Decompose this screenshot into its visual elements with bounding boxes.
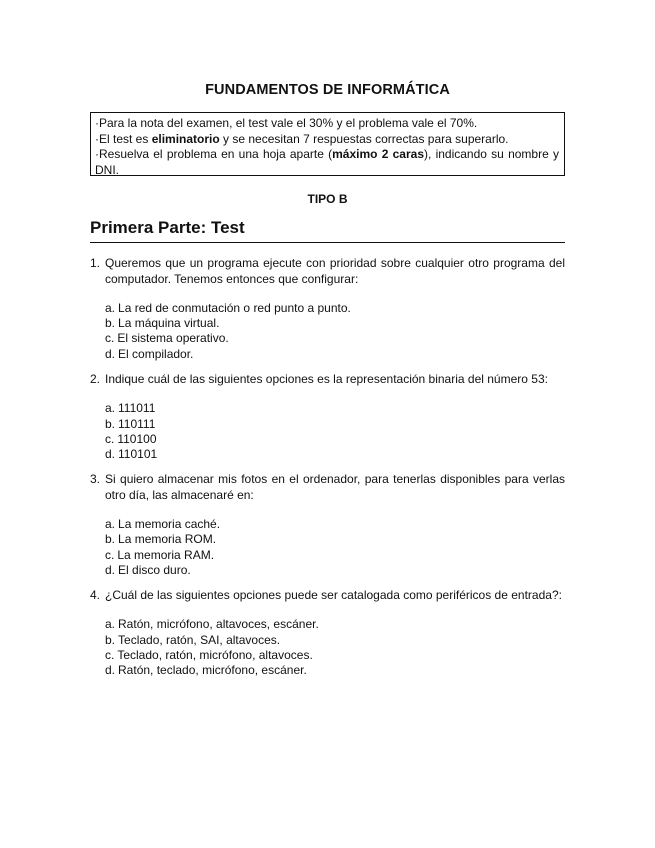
- option-item: d. El disco duro.: [105, 562, 191, 577]
- option-item: b. La memoria ROM.: [105, 532, 217, 547]
- question-4: [90, 588, 565, 678]
- option-item: b. Teclado, ratón, SAI, altavoces.: [105, 632, 281, 647]
- question-list: [90, 256, 565, 688]
- emphasis-text: máximo 2 caras: [332, 147, 424, 161]
- option-item: c. Teclado, ratón, micrófono, altavoces.: [105, 647, 313, 662]
- option-item: a. Ratón, micrófono, altavoces, escáner.: [105, 617, 319, 632]
- option-item: a. La memoria caché.: [105, 517, 221, 532]
- option-list: [105, 617, 565, 678]
- option-list: [105, 517, 565, 578]
- question-text: Indique cuál de las siguientes opciones es la representación binaria del número 53:: [105, 371, 548, 386]
- instruction-line: ·El test es eliminatorio y se necesitan 7 respuestas correctas para superarlo.: [95, 131, 509, 146]
- option-item: d. Ratón, teclado, micrófono, escáner.: [105, 663, 307, 678]
- option-list: [105, 401, 565, 462]
- emphasis-text: eliminatorio: [151, 131, 220, 146]
- instruction-line: ·Resuelva el problema en una hoja aparte (máximo 2 caras), indicando su nombre y DNI.: [95, 147, 560, 177]
- question-3: [90, 472, 565, 578]
- question-number: 4.: [90, 587, 101, 602]
- question-number: 1.: [90, 256, 101, 270]
- question-number: 2.: [90, 371, 101, 386]
- option-list: [105, 301, 565, 362]
- option-item: c. La memoria RAM.: [105, 547, 215, 562]
- option-item: c. 110100: [105, 431, 157, 446]
- instruction-line: ·Para la nota del examen, el test vale el 30% y el problema vale el 70%.: [95, 116, 478, 130]
- option-item: a. La red de conmutación o red punto a punto.: [105, 301, 351, 315]
- question-text: Si quiero almacenar mis fotos en el ordenador, para tenerlas disponibles para verlas otro día, las almacenaré en:: [105, 472, 565, 502]
- option-item: b. 110111: [105, 416, 156, 431]
- page-title: FUNDAMENTOS DE INFORMÁTICA: [205, 82, 450, 98]
- exam-type-label: TIPO B: [307, 192, 348, 206]
- question-2: [90, 372, 565, 462]
- question-1: [90, 256, 565, 362]
- option-item: b. La máquina virtual.: [105, 316, 220, 331]
- question-number: 3.: [90, 472, 101, 487]
- option-item: c. El sistema operativo.: [105, 331, 229, 346]
- option-item: d. 110101: [105, 446, 158, 461]
- question-text: Queremos que un programa ejecute con prioridad sobre cualquier otro programa del computador. Tenemos entonces que configurar:: [105, 256, 565, 286]
- section-title: Primera Parte: Test: [90, 218, 565, 243]
- instructions-box: [90, 112, 565, 176]
- option-item: a. 111011: [105, 401, 156, 416]
- question-text: ¿Cuál de las siguientes opciones puede ser catalogada como periféricos de entrada?:: [105, 587, 562, 602]
- option-item: d. El compilador.: [105, 346, 194, 361]
